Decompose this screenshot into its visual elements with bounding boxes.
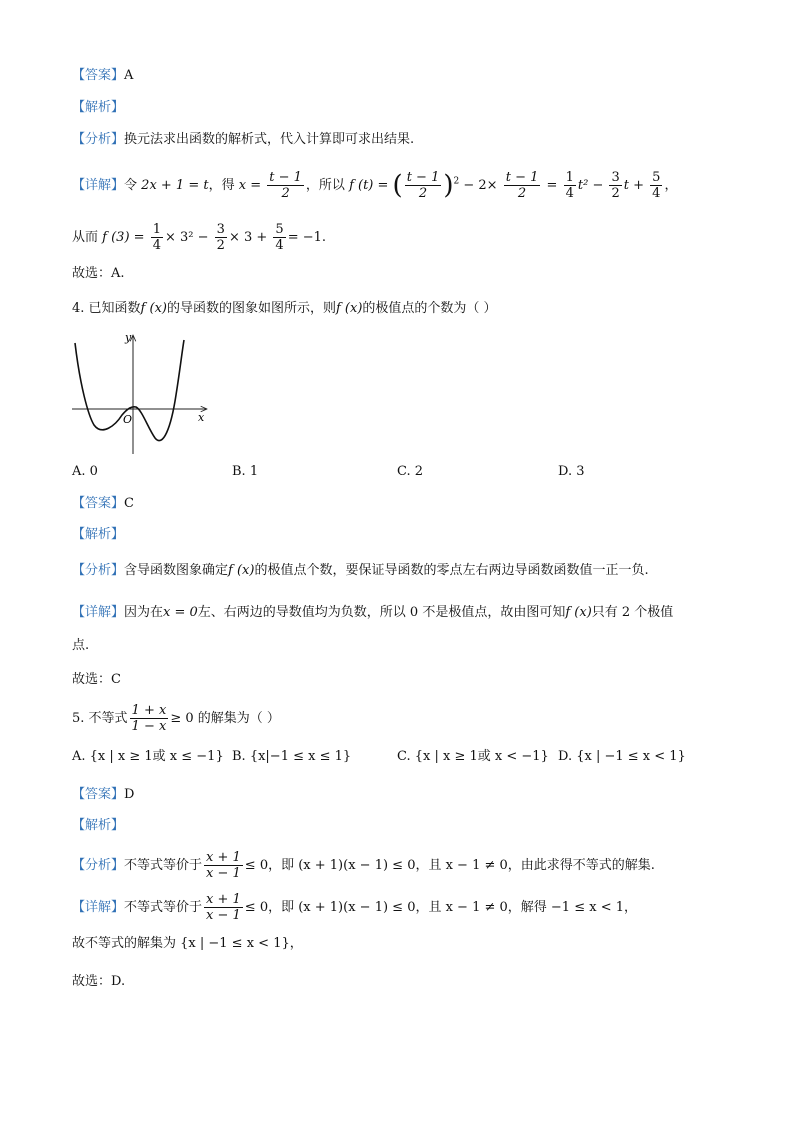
q5-option-c[interactable] xyxy=(397,747,549,767)
result-text: 故选：D. xyxy=(72,974,126,989)
fenxi-line-4 xyxy=(72,561,649,581)
minus-sign: − xyxy=(592,178,604,193)
equals: = xyxy=(546,178,558,193)
fraction-numerator: x + 1 xyxy=(206,850,241,865)
question-5-stem xyxy=(72,703,280,734)
xiangjie-tag: 【详解】 xyxy=(72,178,125,193)
option-label: A. {x | x ≥ 1或 x ≤ −1} xyxy=(72,749,224,764)
xiangjie-part-d: 点. xyxy=(72,638,90,653)
x-equals: x = xyxy=(238,178,262,193)
minus-2-times: − 2× xyxy=(463,178,498,193)
answer-value: D xyxy=(124,787,135,802)
fraction-numerator: 5 xyxy=(652,170,661,185)
stem-part-c: 的极值点的个数为（ ） xyxy=(362,301,497,316)
fenxi-line-5 xyxy=(72,850,655,881)
xiangjie-part-a: 不等式等价于 xyxy=(124,900,203,915)
option-label: B. {x|−1 ≤ x ≤ 1} xyxy=(232,749,352,764)
option-label: B. 1 xyxy=(232,464,259,479)
fraction-denominator: 1 − x xyxy=(131,719,167,734)
fenxi-tag: 【分析】 xyxy=(72,132,125,147)
fraction-denominator: 4 xyxy=(152,238,161,253)
answer-value: A xyxy=(124,68,134,83)
fraction-denominator: x − 1 xyxy=(206,908,241,923)
xiangjie-part-b: ≤ 0，即 (x + 1)(x − 1) ≤ 0，且 x − 1 ≠ 0，解得 −1 ≤ x < 1， xyxy=(244,900,637,915)
analysis-tag: 【解析】 xyxy=(72,527,125,542)
analysis-heading-5 xyxy=(72,816,124,836)
result-value: = −1. xyxy=(287,230,327,245)
option-label: A. 0 xyxy=(72,464,98,479)
answer-tag: 【答案】 xyxy=(72,68,125,83)
fraction-denominator: 4 xyxy=(652,186,661,201)
fraction-denominator: 2 xyxy=(611,186,620,201)
fraction-5-4 xyxy=(650,170,662,201)
xiangjie-line-3b xyxy=(72,222,326,253)
analysis-tag: 【解析】 xyxy=(72,818,125,833)
conclusion-line-5 xyxy=(72,934,303,954)
option-label: C. 2 xyxy=(397,464,424,479)
fraction-denominator: 2 xyxy=(267,185,304,201)
fraction-numerator: 5 xyxy=(275,222,284,237)
result-line-3 xyxy=(72,264,125,284)
stem-part-a: 4. 已知函数 xyxy=(72,301,141,316)
fenxi-part-b: 的极值点个数，要保证导函数的零点左右两边导函数函数值一正一负. xyxy=(254,563,649,578)
text-suoyi: ，所以 xyxy=(305,178,345,193)
q5-option-d[interactable] xyxy=(558,747,686,767)
xiangjie-part-a: 因为在 xyxy=(124,605,164,620)
text-de: ，得 xyxy=(208,178,235,193)
y-axis-label: y xyxy=(125,331,132,344)
f-of-x: f (x) xyxy=(335,301,363,316)
fraction-denominator: x − 1 xyxy=(206,866,241,881)
fraction-t-minus-1 xyxy=(267,170,304,201)
fraction-denominator: 4 xyxy=(275,238,284,253)
fraction-numerator: t − 1 xyxy=(406,170,440,185)
fenxi-tag: 【分析】 xyxy=(72,858,125,873)
answer-line-5 xyxy=(72,785,134,805)
analysis-tag: 【解析】 xyxy=(72,100,125,115)
conclusion-text: 故不等式的解集为 {x | −1 ≤ x < 1}， xyxy=(72,936,303,951)
q5-option-a[interactable] xyxy=(72,747,224,767)
f-of-x: f (x) xyxy=(228,563,255,578)
q4-option-c[interactable] xyxy=(397,462,423,482)
fraction-1-4-b xyxy=(151,222,163,253)
fraction-t-minus-1-b xyxy=(504,170,541,201)
option-label: D. 3 xyxy=(558,464,585,479)
text-ling: 令 xyxy=(124,178,138,193)
fenxi-tag: 【分析】 xyxy=(72,563,125,578)
q4-option-a[interactable] xyxy=(72,462,98,482)
fraction-denominator: 2 xyxy=(405,185,442,201)
answer-line-4 xyxy=(72,494,134,514)
t-squared: t² xyxy=(577,178,589,193)
q4-option-b[interactable] xyxy=(232,462,258,482)
fraction-1px-1mx xyxy=(130,703,169,734)
fraction-xp1-xm1 xyxy=(204,850,243,881)
f-of-x: f (x) xyxy=(565,605,592,620)
result-line-4 xyxy=(72,670,121,690)
fraction-denominator: 4 xyxy=(565,186,574,201)
x-axis-label: x xyxy=(198,411,205,424)
fraction-denominator: 2 xyxy=(216,238,225,253)
derivative-graph xyxy=(70,330,210,455)
stem-part-b: 的导函数的图象如图所示，则 xyxy=(166,301,336,316)
q5-option-b[interactable] xyxy=(232,747,351,767)
text-congerr: 从而 xyxy=(72,230,99,245)
fraction-numerator: t − 1 xyxy=(505,170,539,185)
f-of-t: f (t) = xyxy=(349,178,389,193)
fraction-t-minus-1-sq xyxy=(405,170,442,201)
fraction-numerator: x + 1 xyxy=(206,892,241,907)
xiangjie-line-4b xyxy=(72,636,89,656)
xiangjie-line-3a xyxy=(72,170,677,201)
answer-line-3 xyxy=(72,66,133,86)
stem-part-b: ≥ 0 的解集为（ ） xyxy=(170,711,280,726)
left-paren: ( xyxy=(392,170,403,201)
answer-tag: 【答案】 xyxy=(72,496,125,511)
f-of-x: f (x) xyxy=(140,301,167,316)
analysis-heading-3 xyxy=(72,98,124,118)
fraction-3-2 xyxy=(609,170,621,201)
substitution-expr: 2x + 1 = t xyxy=(141,178,209,193)
answer-value: C xyxy=(124,496,134,511)
fenxi-part-b: ≤ 0，即 (x + 1)(x − 1) ≤ 0，且 x − 1 ≠ 0，由此求得不等式的解集. xyxy=(244,858,655,873)
result-line-5 xyxy=(72,972,125,992)
result-text: 故选：A. xyxy=(72,266,125,281)
fraction-5-4-b xyxy=(273,222,285,253)
q4-option-d[interactable] xyxy=(558,462,585,482)
comma: ， xyxy=(664,178,678,193)
exponent-2: 2 xyxy=(453,176,460,187)
option-label: D. {x | −1 ≤ x < 1} xyxy=(558,749,686,764)
xiangjie-tag: 【详解】 xyxy=(72,900,125,915)
analysis-heading-4 xyxy=(72,525,124,545)
right-paren: ) xyxy=(443,170,454,201)
fraction-1-4 xyxy=(564,170,576,201)
xiangjie-line-4a xyxy=(72,603,673,623)
xiangjie-part-b: 左、右两边的导数值均为负数，所以 0 不是极值点，故由图可知 xyxy=(197,605,566,620)
x-equals-0: x = 0 xyxy=(163,605,198,620)
fraction-numerator: 1 xyxy=(152,222,161,237)
fenxi-part-a: 含导函数图象确定 xyxy=(124,563,229,578)
fraction-xp1-xm1-b xyxy=(204,892,243,923)
fraction-3-2-b xyxy=(215,222,227,253)
option-label: C. {x | x ≥ 1或 x < −1} xyxy=(397,749,549,764)
fraction-denominator: 2 xyxy=(504,185,541,201)
times-3-plus: × 3 + xyxy=(228,230,268,245)
fenxi-part-a: 不等式等价于 xyxy=(124,858,203,873)
stem-part-a: 5. 不等式 xyxy=(72,711,128,726)
result-text: 故选：C xyxy=(72,672,121,687)
f-of-3: f (3) = xyxy=(102,230,145,245)
answer-tag: 【答案】 xyxy=(72,787,125,802)
t-plus: t + xyxy=(623,178,645,193)
fraction-numerator: 3 xyxy=(611,170,620,185)
times-3-sq: × 3² − xyxy=(164,230,209,245)
fraction-numerator: t − 1 xyxy=(269,170,302,185)
fraction-numerator: 3 xyxy=(216,222,225,237)
fraction-numerator: 1 + x xyxy=(131,703,167,718)
origin-label: O xyxy=(123,413,133,426)
fenxi-line-3 xyxy=(72,130,414,150)
xiangjie-line-5 xyxy=(72,892,637,923)
question-4-stem xyxy=(72,299,497,319)
fenxi-text: 换元法求出函数的解析式，代入计算即可求出结果. xyxy=(124,132,415,147)
xiangjie-tag: 【详解】 xyxy=(72,605,125,620)
xiangjie-part-c: 只有 2 个极值 xyxy=(591,605,674,620)
fraction-numerator: 1 xyxy=(565,170,574,185)
